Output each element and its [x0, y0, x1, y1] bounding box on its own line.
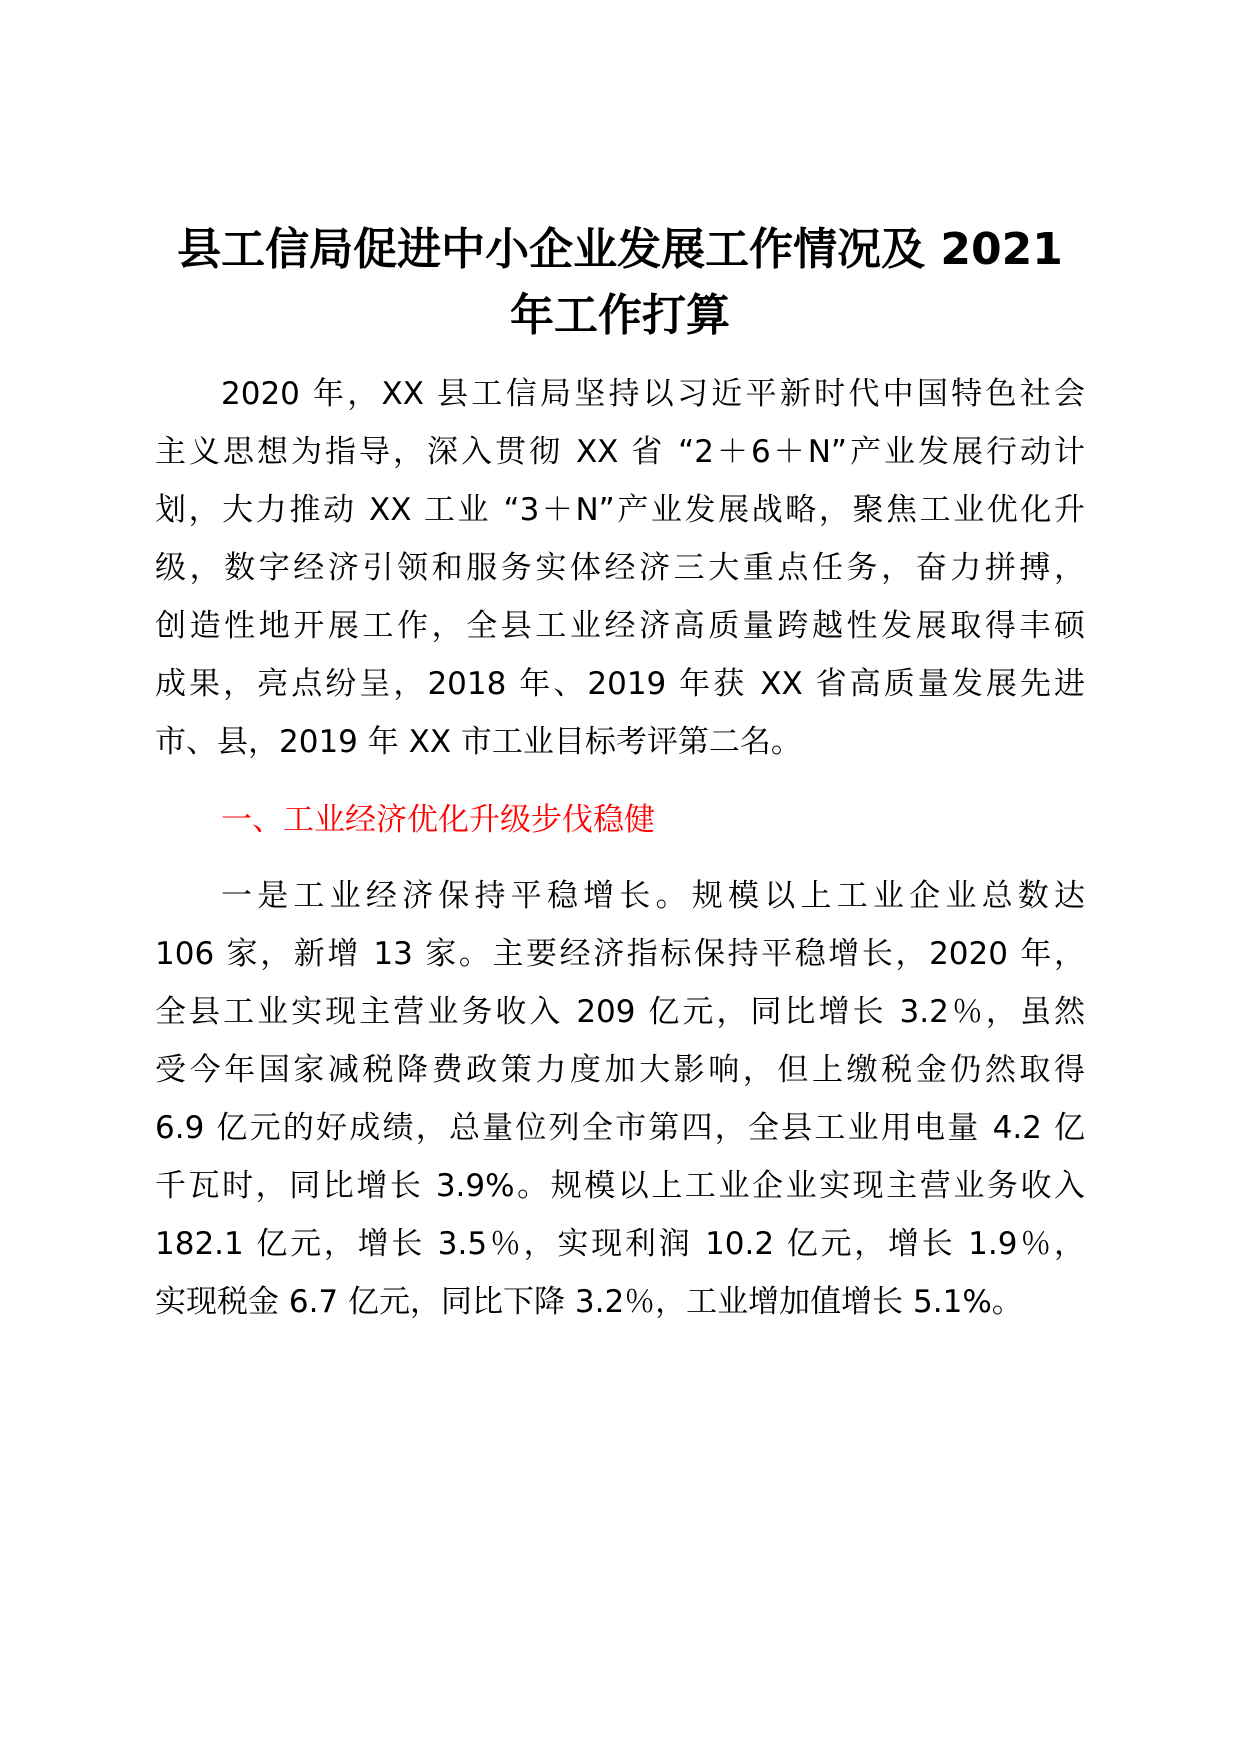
- intro-line: 成果，亮点纷呈，2018 年、2019 年获 XX 省高质量发展先进: [155, 666, 1085, 702]
- intro-line: 2020 年，XX 县工信局坚持以习近平新时代中国特色社会: [221, 376, 1085, 412]
- intro-line: 市、县，2019 年 XX 市工业目标考评第二名。: [155, 724, 802, 760]
- section-line: 实现税金 6.7 亿元，同比下降 3.2％，工业增加值增长 5.1%。: [155, 1284, 1023, 1320]
- section-heading: 一、工业经济优化升级步伐稳健: [221, 802, 655, 838]
- document-title: [140, 217, 1100, 349]
- section-line: 106 家，新增 13 家。主要经济指标保持平稳增长，2020 年，: [155, 936, 1085, 972]
- section-line: 受今年国家减税降费政策力度加大影响，但上缴税金仍然取得: [155, 1052, 1085, 1088]
- intro-line: 划，大力推动 XX 工业 “3＋N”产业发展战略，聚焦工业优化升: [155, 492, 1085, 528]
- section-line: 6.9 亿元的好成绩，总量位列全市第四，全县工业用电量 4.2 亿: [155, 1110, 1085, 1146]
- intro-line: 主义思想为指导，深入贯彻 XX 省 “2＋6＋N”产业发展行动计: [155, 434, 1085, 470]
- section-line: 182.1 亿元，增长 3.5％，实现利润 10.2 亿元，增长 1.9％，: [155, 1226, 1085, 1262]
- intro-line: 创造性地开展工作，全县工业经济高质量跨越性发展取得丰硕: [155, 608, 1085, 644]
- title-line-2: 年工作打算: [510, 290, 730, 341]
- section-line: 全县工业实现主营业务收入 209 亿元，同比增长 3.2％，虽然: [155, 994, 1085, 1030]
- section-line: 千瓦时，同比增长 3.9%。规模以上工业企业实现主营业务收入: [155, 1168, 1085, 1204]
- section-line: 一是工业经济保持平稳增长。规模以上工业企业总数达: [221, 878, 1085, 914]
- intro-line: 级，数字经济引领和服务实体经济三大重点任务，奋力拼搏，: [155, 550, 1085, 586]
- title-line-1: 县工信局促进中小企业发展工作情况及 2021: [177, 224, 1063, 275]
